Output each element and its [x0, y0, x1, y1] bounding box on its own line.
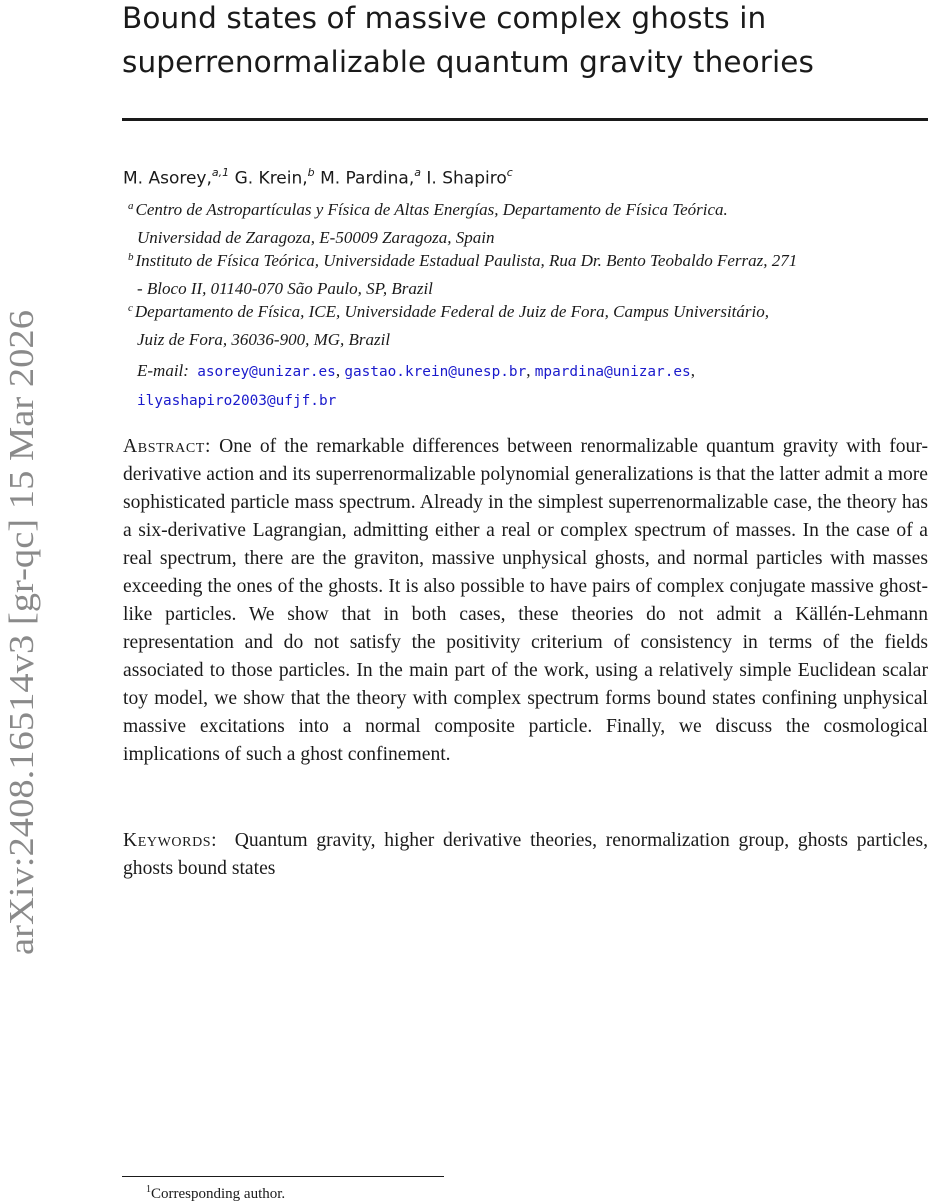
affiliation-line: Universidad de Zaragoza, E-50009 Zaragoza, Spain [137, 228, 495, 247]
title-line-1: Bound states of massive complex ghosts in [122, 1, 767, 35]
affiliation-c [128, 299, 928, 352]
email-link[interactable]: asorey@unizar.es [197, 364, 336, 380]
email-link[interactable]: mpardina@unizar.es [534, 364, 691, 380]
author-mark: a [414, 166, 421, 179]
footnote [146, 1180, 285, 1204]
affiliation-mark: a [128, 200, 134, 212]
affiliation-mark: c [128, 302, 133, 314]
email-block: E-mail: asorey@unizar.es, gastao.krein@unesp.br, mpardina@unizar.es, ilyashapiro2003@ufjf.br [137, 361, 695, 409]
affiliation-line: Juiz de Fora, 36036-900, MG, Brazil [137, 330, 391, 349]
author-mark: b [307, 166, 315, 179]
keywords-text: Quantum gravity, higher derivative theories, renormalization group, ghosts particles, ghosts bound states [123, 830, 928, 879]
abstract-label: Abstract: [123, 436, 212, 457]
arxiv-stamp [0, 0, 44, 1200]
author-name: M. Pardina, [320, 168, 415, 189]
affiliation-line: Instituto de Física Teórica, Universidade Estadual Paulista, Rua Dr. Bento Teobaldo Ferraz, 271 [135, 251, 798, 270]
affiliation-line: Departamento de Física, ICE, Universidade Federal de Juiz de Fora, Campus Universitário, [134, 302, 769, 321]
keywords-label: Keywords: [123, 830, 218, 851]
author-mark: c [506, 166, 513, 179]
affiliation-mark: b [128, 251, 134, 263]
footnote-mark: 1 [146, 1184, 151, 1195]
paper-title [122, 0, 912, 84]
author-mark: a,1 [211, 166, 230, 179]
abstract [123, 433, 928, 769]
author-name: G. Krein, [234, 168, 308, 189]
author-name: M. Asorey, [123, 168, 212, 189]
affiliation-line: - Bloco II, 01140-070 São Paulo, SP, Brazil [137, 279, 433, 298]
footnote-rule [122, 1176, 444, 1177]
affiliation-a [128, 197, 928, 250]
keywords [123, 827, 928, 883]
arxiv-stamp-text: arXiv:2408.16514v3 [gr-qc] 15 Mar 2026 [2, 369, 41, 955]
author-name: I. Shapiro [426, 168, 507, 189]
title-rule [122, 118, 928, 121]
email-link[interactable]: gastao.krein@unesp.br [344, 364, 527, 380]
abstract-text: One of the remarkable differences between renormalizable quantum gravity with four-derivative action and its superrenormalizable polynomial generalizations is that the latter admit a more sophisticated particle mass spectrum. Already in the simplest superrenormalizable case, the theory has a six-derivative Lagrangian, admitting either a real or complex spectrum of masses. In the case of a real spectrum, there are the graviton, massive unphysical ghosts, and normal particles with masses exceeding the ones of the ghosts. It is also possible to have pairs of complex conjugate massive ghost-like particles. We show that in both cases, these theories do not admit a Källén-Lehmann representation and do not satisfy the positivity criterium of consistency in terms of the fields associated to those particles. In the main part of the work, using a relatively simple Euclidean scalar toy model, we show that the theory with complex spectrum forms bound states confining unphysical massive excitations into a normal composite particle. Finally, we discuss the cosmological implications of such a ghost confinement. [123, 436, 928, 765]
affiliation-line: Centro de Astropartículas y Física de Altas Energías, Departamento de Física Teórica. [135, 200, 728, 219]
author-list [123, 160, 513, 193]
title-line-2: superrenormalizable quantum gravity theories [122, 45, 815, 79]
affiliation-b [128, 248, 928, 301]
email-label: E-mail: [137, 361, 189, 380]
email-link[interactable]: ilyashapiro2003@ufjf.br [137, 393, 337, 409]
footnote-text: Corresponding author. [151, 1186, 286, 1202]
